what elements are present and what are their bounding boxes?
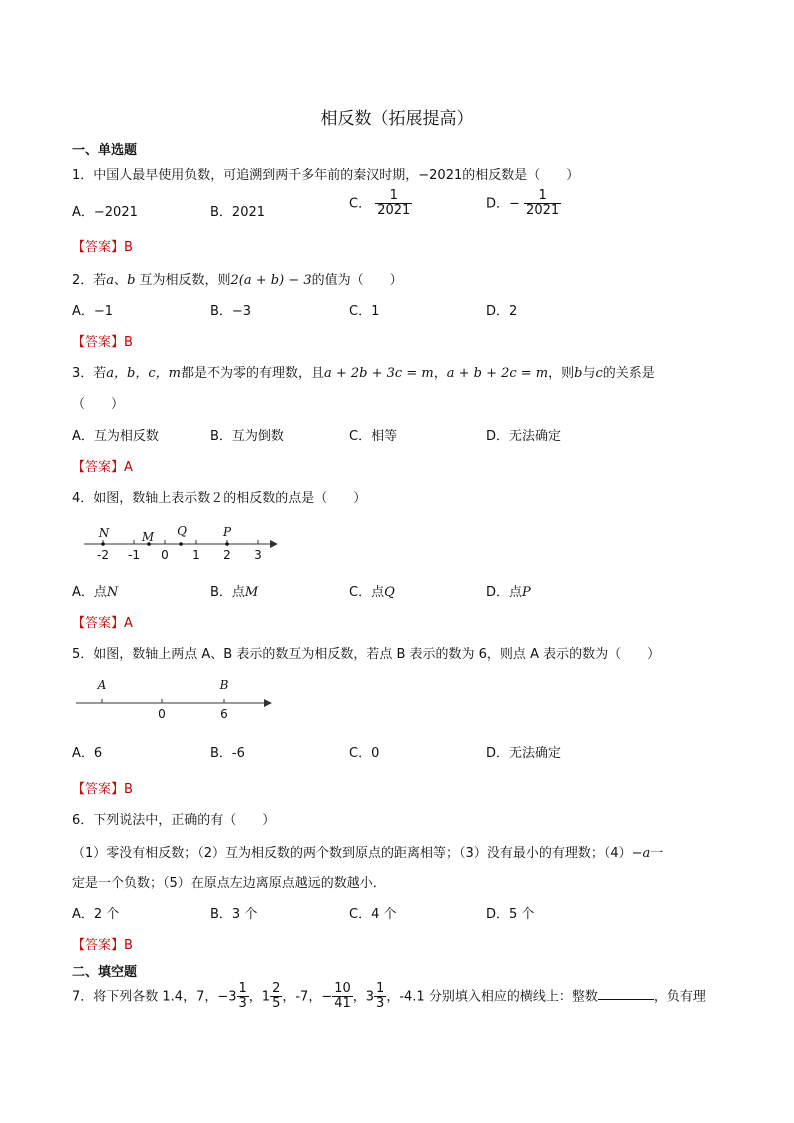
q7-text-d: ，3 — [352, 989, 375, 1005]
section-heading-fill-blank: 二、填空题 — [72, 965, 138, 980]
q3-comma: ， — [433, 366, 447, 381]
point-q — [179, 542, 183, 546]
q1-option-a: A．−2021 — [72, 205, 138, 220]
point-label-m: M — [141, 530, 155, 544]
q6-answer — [72, 934, 133, 953]
q7-text-a: 7．将下列各数 1.4，7，−3 — [72, 989, 237, 1005]
option-prefix: C．点 — [349, 585, 385, 600]
option-prefix: D．点 — [486, 585, 523, 600]
q2-sep: 、 — [114, 273, 128, 288]
q7-text-c: ，-7，− — [282, 989, 333, 1005]
q7-text-e: ，-4.1 分别填入相应的横线上：整数 — [386, 989, 598, 1005]
answer-value: B — [124, 240, 133, 255]
q1-option-b: B．2021 — [210, 205, 266, 220]
q3-option-d: D．无法确定 — [486, 429, 562, 444]
answer-value: A — [124, 616, 133, 631]
q4-option-a — [72, 581, 118, 600]
answer-value: A — [124, 460, 133, 475]
q4-option-c — [349, 581, 395, 600]
answer-label: 【答案】 — [72, 616, 125, 631]
q1-option-d-fraction — [524, 189, 561, 219]
question-6-text: 6．下列说法中，正确的有（ ） — [72, 813, 276, 828]
q3-vars: a，b，c，m — [106, 366, 181, 381]
q5-option-c: C．0 — [349, 746, 380, 761]
fraction-denominator: 41 — [334, 996, 351, 1012]
tick-label: -1 — [128, 548, 140, 562]
point-label-b: B — [219, 678, 229, 692]
q2-text-b: 互为相反数，则 — [135, 273, 231, 288]
answer-label: 【答案】 — [72, 782, 125, 797]
q6-line1-a: （1）零没有相反数；（2）互为相反数的两个数到原点的距离相等；（3）没有最小的有理数；（4） — [72, 846, 632, 861]
q5-number-line — [72, 674, 277, 724]
q3-equation-1: a + 2b + 3c = m — [323, 366, 434, 381]
option-var: P — [522, 585, 531, 600]
section-heading-single-choice: 一、单选题 — [72, 143, 138, 158]
q2-text-c: 的值为（ ） — [311, 273, 403, 288]
q6-line1-b: 一 — [650, 846, 664, 861]
point-label-n: N — [98, 526, 110, 540]
q3-equation-2: a + b + 2c = m — [446, 366, 549, 381]
var-b: b — [574, 366, 583, 381]
q1-option-c — [349, 189, 412, 219]
q2-option-d: D．2 — [486, 304, 518, 319]
q6-option-b: B．3 个 — [210, 907, 258, 922]
q3-text-c: ，则 — [548, 366, 575, 381]
q5-option-d: D．无法确定 — [486, 746, 562, 761]
q4-number-line — [80, 520, 280, 564]
answer-label: 【答案】 — [72, 460, 125, 475]
q2-expression: 2(a + b) − 3 — [230, 273, 312, 288]
q6-option-d: D．5 个 — [486, 907, 535, 922]
tick-label: 3 — [254, 548, 262, 562]
q1-option-d-label: D．− — [486, 196, 520, 212]
q7-fraction-4 — [374, 982, 386, 1012]
question-4-text: 4．如图，数轴上表示数２的相反数的点是（ ） — [72, 491, 367, 506]
tick-label: -2 — [97, 548, 109, 562]
q3-text-a: 3．若 — [72, 366, 107, 381]
q7-text-f: ，负有理 — [653, 989, 706, 1005]
fraction-denominator: 2021 — [377, 203, 411, 219]
q1-option-c-label: C． — [349, 196, 372, 212]
tick-label: 1 — [192, 548, 200, 562]
point-p — [225, 542, 229, 546]
fraction-numerator: 1 — [524, 189, 561, 204]
question-3-paren: （ ） — [72, 397, 125, 412]
q1-option-c-fraction — [375, 189, 412, 219]
tick-label: 6 — [220, 707, 228, 721]
tick-label: 0 — [158, 707, 166, 721]
answer-value: B — [124, 335, 133, 350]
tick-label: 0 — [161, 548, 169, 562]
point-label-q: Q — [177, 524, 187, 538]
question-5-text: 5．如图，数轴上两点 A、B 表示的数互为相反数，若点 B 表示的数为 6，则点 A 表示的数为（ ） — [72, 647, 661, 662]
point-n — [101, 542, 105, 546]
option-var: N — [106, 585, 119, 600]
option-prefix: A．点 — [72, 585, 107, 600]
answer-label: 【答案】 — [72, 938, 125, 953]
answer-label: 【答案】 — [72, 335, 125, 350]
q2-option-c: C．1 — [349, 304, 380, 319]
q3-option-b: B．互为倒数 — [210, 429, 284, 444]
fraction-denominator: 3 — [238, 996, 247, 1012]
option-var: M — [244, 585, 259, 600]
option-var: Q — [384, 585, 395, 600]
q7-fraction-2 — [270, 982, 282, 1012]
answer-value: B — [124, 782, 133, 797]
fraction-numerator: 1 — [238, 981, 247, 996]
q6-statements-line-2: 定是一个负数；（5）在原点左边离原点越远的数越小． — [72, 876, 386, 891]
q1-option-d — [486, 189, 561, 219]
axis-arrow — [264, 699, 272, 707]
q3-text-d: 与 — [582, 366, 596, 381]
var-a: a — [106, 273, 115, 288]
answer-value: B — [124, 938, 133, 953]
q3-text-b: 都是不为零的有理数，且 — [180, 366, 324, 381]
var-c: c — [595, 366, 603, 381]
fraction-numerator: 1 — [376, 981, 385, 996]
q4-option-d — [486, 581, 531, 600]
fraction-denominator: 2021 — [526, 203, 560, 219]
answer-label: 【答案】 — [72, 240, 125, 255]
answer-blank-integers[interactable] — [598, 987, 654, 1000]
question-3-text — [72, 362, 655, 381]
var-b: b — [127, 273, 136, 288]
q4-option-b — [210, 581, 258, 600]
q6-var: −a — [631, 846, 651, 861]
page-title: 相反数（拓展提高） — [320, 109, 474, 129]
q5-answer — [72, 778, 133, 797]
q7-fraction-1 — [237, 982, 249, 1012]
q6-option-c: C．4 个 — [349, 907, 397, 922]
q5-option-b: B．-6 — [210, 746, 245, 761]
q1-answer — [72, 236, 133, 255]
fraction-denominator: 3 — [376, 996, 385, 1012]
question-7-text — [72, 982, 706, 1012]
question-2-text — [72, 269, 403, 288]
fraction-denominator: 5 — [272, 996, 281, 1012]
option-prefix: B．点 — [210, 585, 245, 600]
q3-text-e: 的关系是 — [602, 366, 655, 381]
q5-option-a: A．6 — [72, 746, 103, 761]
axis-arrow — [270, 540, 278, 548]
q2-answer — [72, 331, 133, 350]
q2-option-a: A．−1 — [72, 304, 114, 319]
q6-option-a: A．2 个 — [72, 907, 120, 922]
q2-option-b: B．−3 — [210, 304, 252, 319]
fraction-numerator: 10 — [334, 981, 351, 996]
tick-label: 2 — [223, 548, 231, 562]
q7-fraction-3 — [332, 982, 353, 1012]
q6-statements-line-1 — [72, 842, 663, 861]
q3-option-a: A．互为相反数 — [72, 429, 159, 444]
fraction-numerator: 2 — [272, 981, 281, 996]
question-1-text: 1．中国人最早使用负数，可追溯到两千多年前的秦汉时期，−2021的相反数是（ ） — [72, 168, 580, 183]
fraction-numerator: 1 — [375, 189, 412, 204]
q4-answer — [72, 612, 133, 631]
point-label-a: A — [97, 678, 107, 692]
q7-text-b: ，1 — [248, 989, 271, 1005]
q3-option-c: C．相等 — [349, 429, 398, 444]
q2-text-a: 2．若 — [72, 273, 107, 288]
point-label-p: P — [222, 525, 232, 539]
q3-answer — [72, 456, 133, 475]
